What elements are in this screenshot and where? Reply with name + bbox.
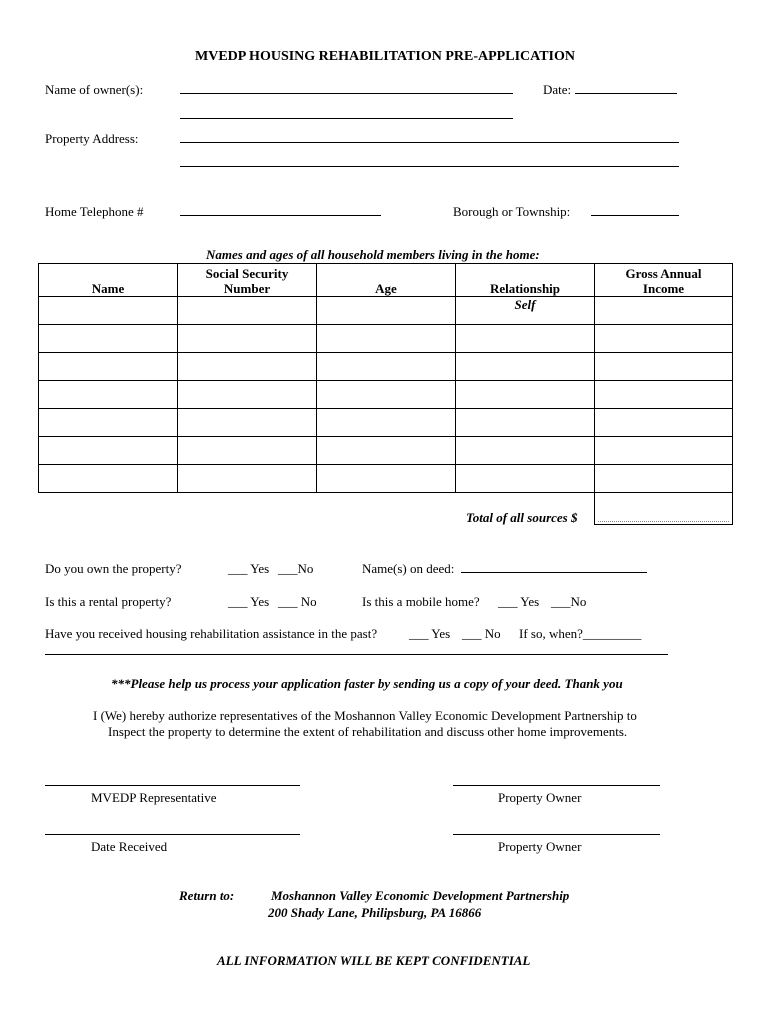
own-yes-option[interactable]: ___ Yes — [228, 561, 270, 576]
owner-name-line[interactable] — [180, 93, 513, 94]
table-cell[interactable] — [317, 353, 456, 381]
owner-label: Name of owner(s): — [45, 82, 144, 97]
authorization-line-1: I (We) hereby authorize representatives of the Moshannon Valley Economic Development Partnership to — [93, 708, 637, 723]
table-row — [39, 297, 733, 325]
table-cell[interactable] — [595, 409, 733, 437]
table-cell[interactable] — [178, 437, 317, 465]
table-cell[interactable] — [456, 381, 595, 409]
table-cell[interactable] — [178, 409, 317, 437]
telephone-line[interactable] — [180, 215, 381, 216]
total-label: Total of all sources $ — [466, 510, 578, 525]
table-row — [39, 437, 733, 465]
owner-name-line-2[interactable] — [180, 118, 513, 119]
column-header-income: Gross Annual Income — [595, 264, 733, 297]
deed-names-label: Name(s) on deed: — [362, 561, 455, 576]
table-header-row — [39, 264, 733, 297]
total-income-line — [598, 521, 729, 522]
table-cell[interactable] — [178, 325, 317, 353]
table-cell[interactable] — [39, 465, 178, 493]
column-header-name: Name — [39, 264, 178, 297]
address-line-2[interactable] — [180, 166, 679, 167]
household-caption: Names and ages of all household members living in the home: — [206, 247, 540, 262]
column-header-relationship: Relationship — [456, 264, 595, 297]
table-row — [39, 465, 733, 493]
table-cell[interactable] — [178, 465, 317, 493]
table-cell[interactable] — [178, 381, 317, 409]
assistance-detail-line[interactable] — [45, 654, 668, 655]
date-received-label: Date Received — [91, 839, 168, 854]
table-cell[interactable] — [178, 353, 317, 381]
rental-no-option[interactable]: ___ No — [278, 594, 317, 609]
form-title: MVEDP HOUSING REHABILITATION PRE-APPLICATION — [195, 49, 575, 64]
table-cell[interactable] — [317, 325, 456, 353]
mobile-yes-option[interactable]: ___ Yes — [498, 594, 540, 609]
assist-yes-option[interactable]: ___ Yes — [409, 626, 451, 641]
column-header-age: Age — [317, 264, 456, 297]
mobile-home-question: Is this a mobile home? — [362, 594, 480, 609]
table-cell[interactable] — [595, 437, 733, 465]
confidential-notice: ALL INFORMATION WILL BE KEPT CONFIDENTIAL — [217, 953, 531, 968]
borough-line[interactable] — [591, 215, 679, 216]
table-row — [39, 353, 733, 381]
table-cell[interactable] — [317, 409, 456, 437]
mobile-no-option[interactable]: ___No — [551, 594, 587, 609]
column-header-ssn: Social Security Number — [178, 264, 317, 297]
authorization-line-2: Inspect the property to determine the extent of rehabilitation and discuss other home improvements. — [108, 724, 628, 739]
owner-signature-label-1: Property Owner — [498, 790, 582, 805]
borough-label: Borough or Township: — [453, 204, 571, 219]
date-received-line[interactable] — [45, 834, 300, 835]
table-row — [39, 409, 733, 437]
table-cell[interactable] — [456, 325, 595, 353]
total-income-box[interactable] — [594, 491, 733, 525]
rental-yes-option[interactable]: ___ Yes — [228, 594, 270, 609]
table-cell[interactable] — [595, 353, 733, 381]
rental-question: Is this a rental property? — [45, 594, 172, 609]
table-cell[interactable] — [595, 381, 733, 409]
return-org: Moshannon Valley Economic Development Partnership — [271, 888, 570, 903]
table-cell[interactable] — [595, 297, 733, 325]
table-cell[interactable] — [456, 465, 595, 493]
table-cell[interactable] — [595, 325, 733, 353]
assist-when-field[interactable]: If so, when?_________ — [519, 626, 642, 641]
table-cell[interactable] — [456, 437, 595, 465]
return-address: 200 Shady Lane, Philipsburg, PA 16866 — [268, 905, 482, 920]
table-cell[interactable] — [317, 437, 456, 465]
table-cell[interactable] — [39, 381, 178, 409]
table-cell[interactable] — [317, 297, 456, 325]
owner-signature-line-2[interactable] — [453, 834, 660, 835]
telephone-label: Home Telephone # — [45, 204, 144, 219]
deed-names-line[interactable] — [461, 572, 647, 573]
table-cell[interactable] — [317, 381, 456, 409]
assistance-question: Have you received housing rehabilitation assistance in the past? — [45, 626, 378, 641]
assist-no-option[interactable]: ___ No — [462, 626, 501, 641]
own-no-option[interactable]: ___No — [278, 561, 314, 576]
date-label: Date: — [543, 82, 572, 97]
owner-signature-label-2: Property Owner — [498, 839, 582, 854]
address-label: Property Address: — [45, 131, 139, 146]
table-cell[interactable] — [595, 465, 733, 493]
table-cell[interactable] — [317, 465, 456, 493]
address-line-1[interactable] — [180, 142, 679, 143]
table-cell[interactable] — [39, 409, 178, 437]
table-cell[interactable] — [456, 353, 595, 381]
table-cell[interactable] — [39, 325, 178, 353]
own-property-question: Do you own the property? — [45, 561, 182, 576]
rep-signature-line[interactable] — [45, 785, 300, 786]
deed-copy-note: ***Please help us process your application faster by sending us a copy of your deed. Thank you — [111, 676, 623, 691]
rep-signature-label: MVEDP Representative — [91, 790, 217, 805]
household-table — [38, 263, 733, 493]
owner-signature-line-1[interactable] — [453, 785, 660, 786]
table-cell[interactable] — [39, 353, 178, 381]
table-row — [39, 381, 733, 409]
date-line[interactable] — [575, 93, 677, 94]
table-row — [39, 325, 733, 353]
table-cell[interactable] — [39, 437, 178, 465]
table-cell[interactable] — [456, 409, 595, 437]
return-label: Return to: — [179, 888, 235, 903]
table-cell[interactable] — [39, 297, 178, 325]
relationship-self-cell[interactable]: Self — [456, 297, 595, 325]
table-cell[interactable] — [178, 297, 317, 325]
